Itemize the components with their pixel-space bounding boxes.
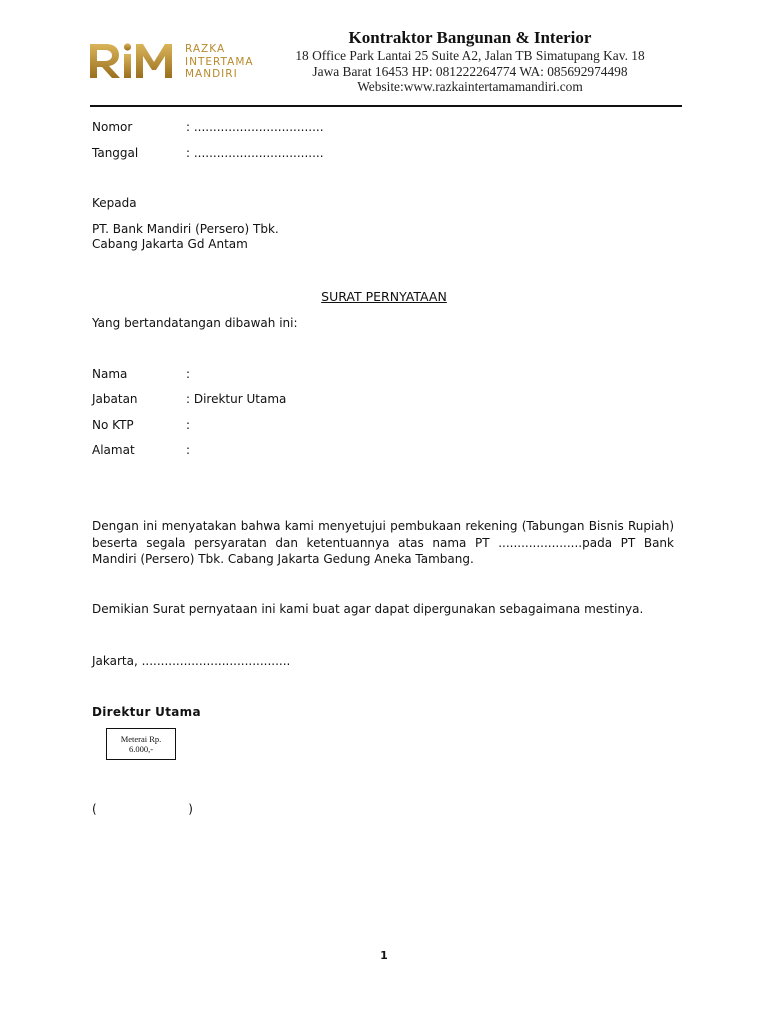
signature-placeholder: ( )	[92, 802, 193, 816]
nomor-label: Nomor	[92, 120, 133, 134]
recipient-line-2: Cabang Jakarta Gd Antam	[92, 237, 248, 251]
field-ktp-value: :	[186, 418, 191, 432]
recipient-label: Kepada	[92, 196, 137, 210]
tanggal-value: : ..................................	[186, 146, 324, 160]
place-date: Jakarta, .......................................	[92, 654, 291, 668]
company-website: Website:www.razkaintertamamandiri.com	[357, 79, 583, 94]
page-number: 1	[380, 949, 388, 962]
logo-line-1: RAZKA	[185, 43, 226, 55]
nomor-value: : ..................................	[186, 120, 324, 134]
company-name: Kontraktor Bangunan & Interior	[348, 28, 592, 47]
company-address-2: Jawa Barat 16453 HP: 081222264774 WA: 085692974498	[312, 63, 628, 79]
rim-logo-mark-icon	[88, 40, 180, 80]
field-jabatan-value: : Direktur Utama	[186, 392, 287, 406]
tanggal-label: Tanggal	[92, 146, 139, 160]
duty-stamp-box	[106, 728, 176, 760]
company-header	[280, 28, 660, 95]
document-title: SURAT PERNYATAAN	[321, 289, 447, 304]
field-ktp-label: No KTP	[92, 418, 134, 432]
company-logo	[88, 40, 263, 84]
logo-wordmark	[185, 43, 254, 81]
logo-line-2: INTERTAMA	[185, 55, 254, 68]
field-jabatan-label: Jabatan	[92, 392, 138, 406]
stamp-line-2: 6.000,-	[128, 744, 154, 754]
signer-title: Direktur Utama	[92, 705, 201, 719]
logo-line-3: MANDIRI	[185, 68, 238, 80]
stamp-line-1: Meterai Rp.	[120, 734, 162, 744]
header-divider	[90, 105, 682, 107]
recipient-line-1: PT. Bank Mandiri (Persero) Tbk.	[92, 222, 279, 236]
closing-text: Demikian Surat pernyataan ini kami buat agar dapat dipergunakan sebagaimana mestinya.	[92, 602, 644, 616]
field-alamat-label: Alamat	[92, 443, 135, 457]
field-nama-value: :	[186, 367, 191, 381]
intro-text: Yang bertandatangan dibawah ini:	[92, 316, 298, 330]
company-address-1: 18 Office Park Lantai 25 Suite A2, Jalan TB Simatupang Kav. 18	[295, 48, 645, 63]
statement-paragraph: Dengan ini menyatakan bahwa kami menyetujui pembukaan rekening (Tabungan Bisnis Rupiah) beserta segala persyaratan dan ketentuannya atas nama PT ......................pada PT Bank Mandiri (Persero) Tbk. Cabang Jakarta Gedung Aneka Tambang.	[92, 519, 674, 566]
field-nama-label: Nama	[92, 367, 128, 381]
field-alamat-value: :	[186, 443, 191, 457]
